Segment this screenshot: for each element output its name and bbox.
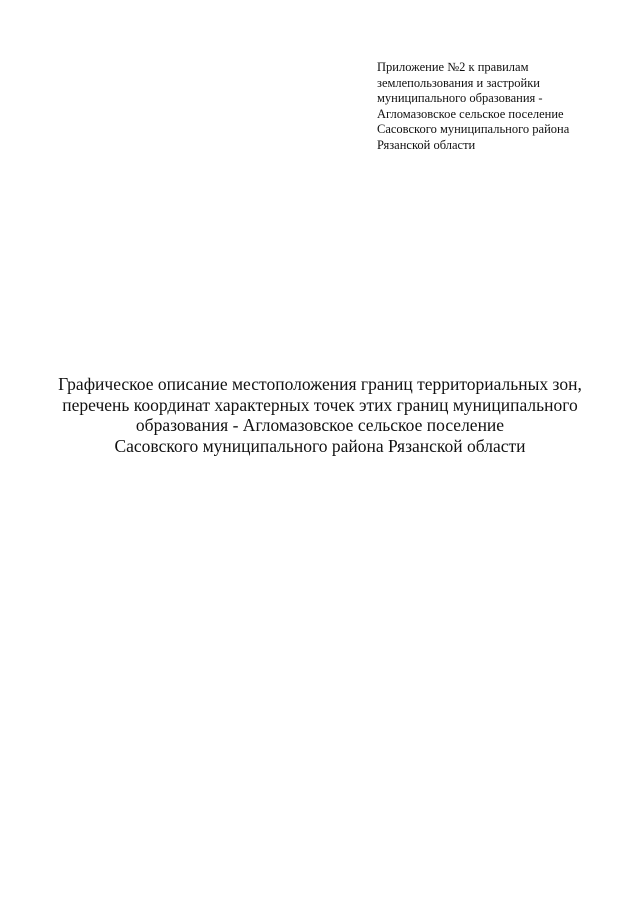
annex-line: Рязанской области: [377, 137, 476, 152]
annex-line: Сасовского муниципального района: [377, 122, 570, 136]
annex-line: муниципального образования -: [377, 91, 543, 105]
annex-note: [377, 60, 617, 153]
annex-line: землепользования и застройки: [377, 75, 540, 90]
document-title: [40, 374, 600, 456]
title-line: образования - Агломазовское сельское поселение: [135, 415, 505, 435]
title-line: перечень координат характерных точек этих границ муниципального: [62, 394, 578, 415]
annex-line: Агломазовское сельское поселение: [377, 106, 564, 121]
title-line: Сасовского муниципального района Рязанской области: [114, 435, 526, 456]
annex-line: Приложение №2 к правилам: [377, 60, 529, 74]
title-line: Графическое описание местоположения границ территориальных зон,: [58, 374, 582, 394]
